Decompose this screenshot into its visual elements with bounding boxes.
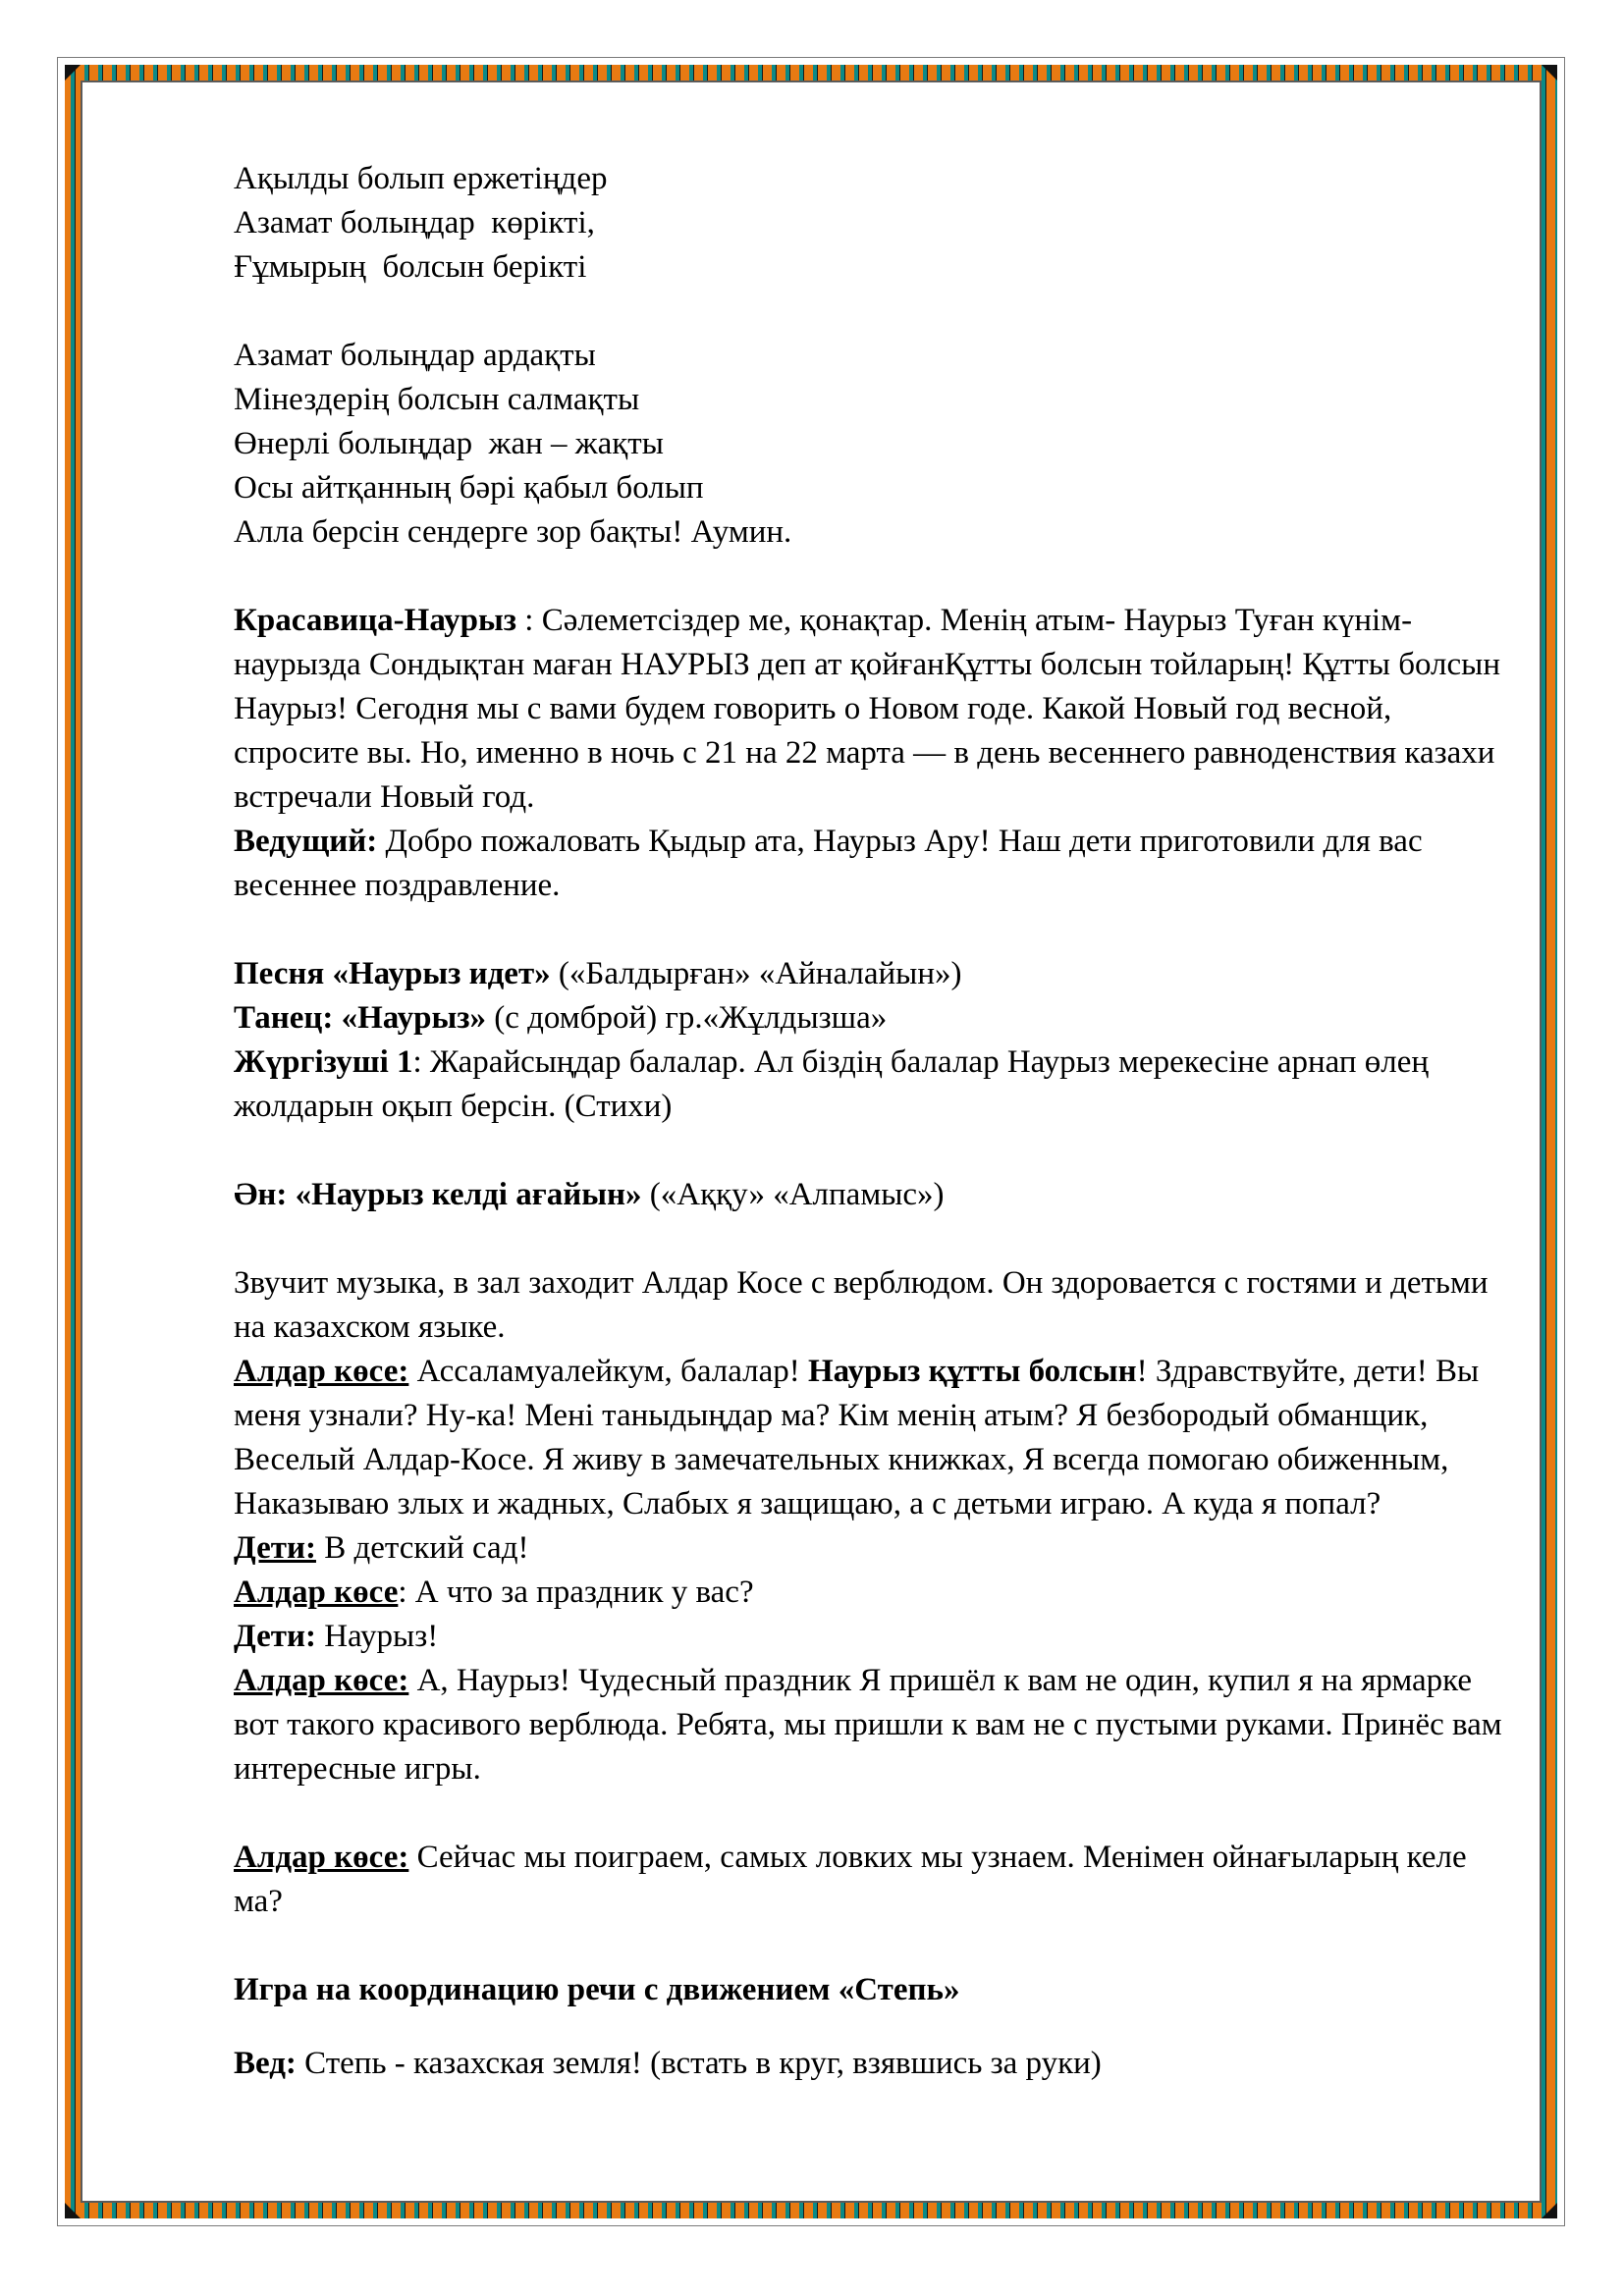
speech-text: Добро пожаловать Қыдыр ата, Наурыз Ару! Наш дети приготовили для вас весеннее поздравление. (234, 824, 1423, 903)
speech-text: ! Здравствуйте, дети! Вы меня узнали? Ну-ка! Мені таныдыңдар ма? Кім менің атым? Я безбородый обманщик, Веселый Алдар-Косе. Я живу в замечательных книжках, Я всегда помогаю обиженным, Наказываю злых и жадных, Слабых я защищаю, а с детьми играю. А куда я попал? (234, 1354, 1480, 1522)
scene-game (234, 2042, 1520, 2086)
speech-text: Степь - казахская земля! (встать в круг, взявшись за руки) (296, 2046, 1102, 2081)
speech-aldar (234, 1836, 1520, 1924)
speech-nauryz (234, 599, 1520, 820)
song-groups: («Балдырған» «Айналайын») (550, 956, 962, 991)
speech-kids (234, 1615, 1520, 1659)
poem-stanza-2 (234, 334, 1520, 555)
speech-host (234, 820, 1520, 908)
poem-line: Мінездерің болсын салмақты (234, 382, 640, 417)
poem-line: Алла берсін сендерге зор бақты! Аумин. (234, 514, 792, 550)
poem-line: Өнерлі болыңдар жан – жақты (234, 426, 664, 461)
speaker-name: Алдар көсе: (234, 1354, 409, 1389)
game-heading-block (234, 1968, 1520, 2012)
dance-group: (с домброй) гр.«Жұлдызша» (485, 1000, 888, 1036)
speaker-name: Вед: (234, 2046, 297, 2081)
program-song-2 (234, 1173, 1520, 1217)
speaker-name: Дети: (234, 1619, 316, 1654)
speaker-name: Алдар көсе: (234, 1840, 409, 1875)
scene-greeting (234, 599, 1520, 908)
poem-stanza-1 (234, 157, 1520, 290)
poem-line: Азамат болыңдар көрікті, (234, 205, 595, 240)
song-line (234, 1173, 1520, 1217)
scene-game-invite (234, 1836, 1520, 1924)
speaker-name: Алдар көсе: (234, 1663, 409, 1698)
song-title: Ән: «Наурыз келді ағайын» (234, 1177, 642, 1212)
speech-aldar (234, 1659, 1520, 1791)
dance-title: Танец: «Наурыз» (234, 1000, 486, 1036)
poem-line: Ақылды болып ержетіңдер (234, 161, 608, 196)
scene-aldar (234, 1261, 1520, 1791)
speaker-name: Жүргізуші 1 (234, 1044, 413, 1080)
speaker-name: Красавица-Наурыз (234, 603, 517, 638)
document-body (234, 157, 1520, 2130)
speech-text: Сейчас мы поиграем, самых ловких мы узнаем. Менімен ойнағыларың келе ма? (234, 1840, 1467, 1919)
game-heading: Игра на координацию речи с движением «Степь» (234, 1972, 960, 2007)
scene-program (234, 952, 1520, 1129)
speech-aldar (234, 1571, 1520, 1615)
song-groups: («Аққу» «Алпамыс») (641, 1177, 945, 1212)
poem-line: Азамат болыңдар ардақты (234, 338, 596, 373)
speech-text: : Жарайсыңдар балалар. Ал біздің балалар Наурыз мерекесіне арнап өлең жолдарын оқып берсін. (Стихи) (234, 1044, 1430, 1124)
poem-line: Осы айтқанның бәрі қабыл болып (234, 470, 704, 506)
speech-emphasis: Наурыз құтты болсын (808, 1354, 1137, 1389)
speech-text: : А что за праздник у вас? (398, 1575, 754, 1610)
speech-text: Наурыз! (315, 1619, 439, 1654)
speaker-name: Алдар көсе (234, 1575, 399, 1610)
speech-host-1 (234, 1041, 1520, 1129)
speaker-name: Ведущий: (234, 824, 378, 859)
poem-line: Ғұмырың болсын берікті (234, 249, 587, 285)
stage-direction: Звучит музыка, в зал заходит Алдар Косе с верблюдом. Он здоровается с гостями и детьми на казахском языке. (234, 1265, 1489, 1345)
speech-aldar (234, 1350, 1520, 1526)
speech-text: В детский сад! (315, 1530, 529, 1566)
program-song (234, 952, 1520, 996)
speech-text: : Сәлеметсіздер ме, қонақтар. Менің атым- Наурыз Туған күнім-наурызда Сондықтан маған НАУРЫЗ деп ат қойғанҚұтты болсын тойларың! Құтты болсын Наурыз! Сегодня мы с вами будем говорить о Новом годе. Какой Новый год весной, спросите вы. Но, именно в ночь с 21 на 22 марта — в день весеннего равноденствия казахи встречали Новый год. (234, 603, 1500, 815)
speech-text: А, Наурыз! Чудесный праздник Я пришёл к вам не один, купил я на ярмарке вот такого красивого верблюда. Ребята, мы пришли к вам не с пустыми руками. Принёс вам интересные игры. (234, 1663, 1502, 1787)
song-title: Песня «Наурыз идет» (234, 956, 551, 991)
speech-kids (234, 1526, 1520, 1571)
speech-host (234, 2042, 1520, 2086)
speech-text: Ассаламуалейкум, балалар! (408, 1354, 809, 1389)
program-dance (234, 996, 1520, 1041)
speaker-name: Дети: (234, 1530, 316, 1566)
